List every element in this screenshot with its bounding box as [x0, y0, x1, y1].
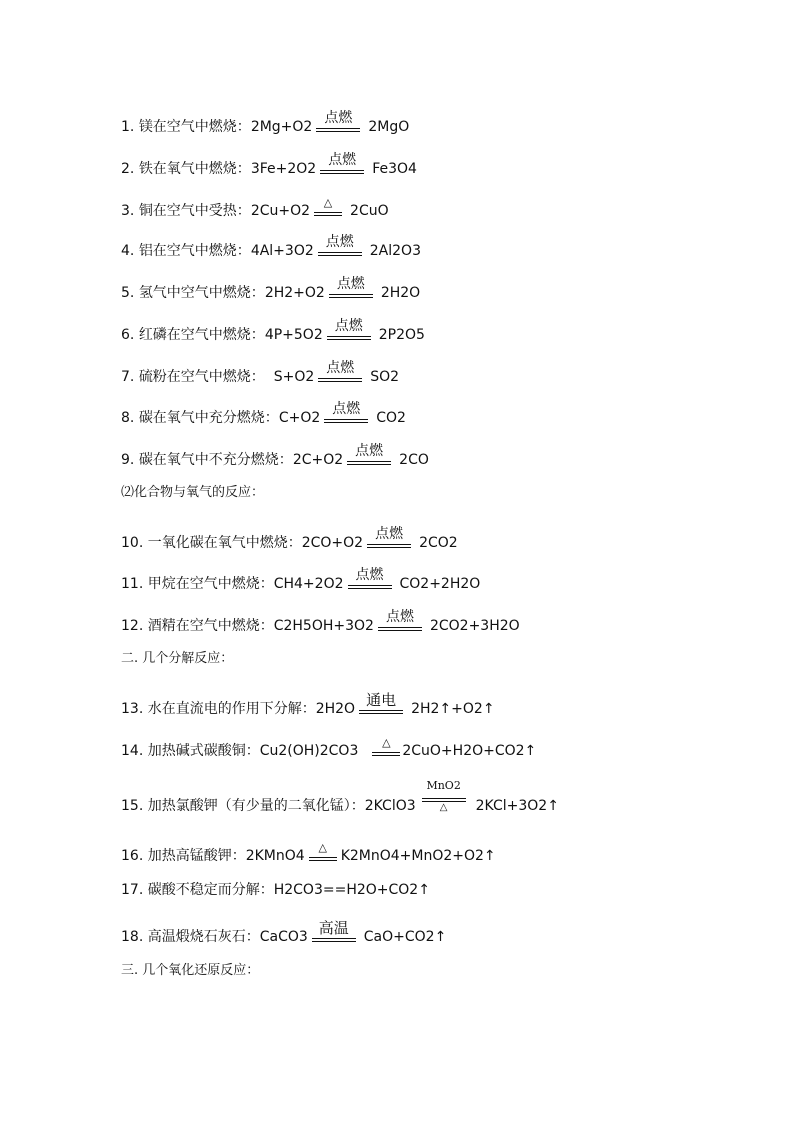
reaction-condition: 点燃 — [367, 522, 411, 552]
reaction-name: 甲烷在空气中燃烧： — [147, 576, 274, 592]
reaction-name: 镁在空气中燃烧： — [138, 119, 251, 135]
reaction-condition: 点燃 — [324, 397, 368, 427]
reaction-name: 酒精在空气中燃烧： — [147, 618, 274, 634]
reaction-name: 加热高锰酸钾： — [147, 848, 246, 864]
reaction-reactants: 2Cu+O2 — [250, 203, 311, 219]
reaction-reactants: 4Al+3O2 — [250, 243, 314, 259]
reaction-reactants: S+O2 — [273, 369, 315, 385]
section-heading: 二. 几个分解反应： — [121, 651, 234, 666]
reaction-name: 碳酸不稳定而分解： — [147, 882, 274, 898]
reaction-row — [121, 869, 754, 899]
reaction-number: 14. — [121, 743, 144, 759]
reaction-reactants: 2H2O — [315, 701, 356, 717]
reaction-products: 2CO — [399, 452, 429, 468]
reaction-products: 2H2O — [380, 285, 421, 301]
reaction-row — [121, 439, 754, 469]
reaction-row — [121, 148, 754, 178]
reaction-row — [121, 356, 754, 386]
reaction-name: 高温煅烧石灰石： — [147, 929, 260, 945]
reaction-equation: H2CO3==H2O+CO2↑ — [273, 882, 430, 898]
reaction-products: SO2 — [370, 369, 400, 385]
section-heading: 三. 几个氧化还原反应： — [121, 963, 260, 978]
reaction-number: 13. — [121, 701, 144, 717]
reaction-row — [121, 190, 754, 220]
reaction-number: 11. — [121, 576, 144, 592]
heat-icon: △ — [382, 736, 391, 749]
reaction-number: 16. — [121, 848, 144, 864]
reaction-condition: 通电 — [359, 688, 403, 718]
reaction-condition: 点燃 — [327, 314, 371, 344]
reaction-name: 氢气中空气中燃烧： — [138, 285, 265, 301]
reaction-number: 10. — [121, 535, 144, 551]
reaction-row — [121, 688, 754, 718]
reaction-products: 2H2↑+O2↑ — [411, 701, 495, 717]
reaction-reactants: C2H5OH+3O2 — [273, 618, 374, 634]
reaction-reactants: 2C+O2 — [292, 452, 344, 468]
reaction-row — [121, 522, 754, 552]
reaction-condition — [422, 775, 466, 815]
heat-icon: △ — [323, 196, 333, 209]
reaction-name: 碳在氧气中充分燃烧： — [138, 410, 279, 426]
reaction-row — [121, 563, 754, 593]
reaction-number: 15. — [121, 798, 144, 814]
reaction-row — [121, 230, 754, 260]
reaction-name: 水在直流电的作用下分解： — [147, 701, 316, 717]
reaction-row — [121, 775, 754, 815]
reaction-number: 1. — [121, 119, 135, 135]
reaction-products: 2P2O5 — [378, 327, 425, 343]
reaction-row — [121, 730, 754, 760]
reaction-products: K2MnO4+MnO2+O2↑ — [340, 848, 496, 864]
reaction-condition: 点燃 — [378, 605, 422, 635]
reaction-row — [121, 314, 754, 344]
reaction-products: Fe3O4 — [372, 161, 417, 177]
reaction-condition: 点燃 — [347, 439, 391, 469]
reaction-products: 2KCl+3O2↑ — [475, 798, 559, 814]
reaction-products: 2CO2+3H2O — [429, 618, 520, 634]
section-heading: ⑵化合物与氧气的反应： — [121, 485, 265, 500]
reaction-products: CO2+2H2O — [399, 576, 481, 592]
reaction-name: 加热氯酸钾（有少量的二氧化锰）： — [147, 798, 365, 814]
reaction-number: 12. — [121, 618, 144, 634]
reaction-row — [121, 605, 754, 635]
reaction-name: 铁在氧气中燃烧： — [138, 161, 251, 177]
reaction-number: 17. — [121, 882, 144, 898]
reaction-condition: 点燃 — [348, 563, 392, 593]
reaction-products: 2CuO+H2O+CO2↑ — [402, 743, 537, 759]
reaction-reactants: 2KMnO4 — [245, 848, 305, 864]
reaction-reactants: C+O2 — [278, 410, 321, 426]
reaction-reactants: 2Mg+O2 — [250, 119, 313, 135]
reaction-condition — [309, 835, 337, 865]
reaction-condition: 高温 — [312, 916, 356, 946]
reaction-condition — [314, 190, 342, 220]
reaction-condition: 点燃 — [316, 106, 360, 136]
reaction-reactants: 4P+5O2 — [264, 327, 323, 343]
reaction-row — [121, 835, 754, 865]
heat-icon: △ — [318, 841, 327, 854]
reaction-reactants: 2H2+O2 — [264, 285, 325, 301]
reaction-number: 6. — [121, 327, 135, 343]
reaction-reactants: 2CO+O2 — [301, 535, 364, 551]
reaction-name: 一氧化碳在氧气中燃烧： — [147, 535, 302, 551]
reaction-reactants: Cu2(OH)2CO3 — [259, 743, 359, 759]
reaction-name: 红磷在空气中燃烧： — [138, 327, 265, 343]
reaction-condition — [372, 730, 400, 760]
reaction-condition: 点燃 — [320, 148, 364, 178]
reaction-name: 铜在空气中受热： — [138, 203, 251, 219]
reaction-name: 加热碱式碳酸铜： — [147, 743, 260, 759]
reaction-reactants: 2KClO3 — [364, 798, 416, 814]
reaction-reactants: CaCO3 — [259, 929, 308, 945]
reaction-products: 2CO2 — [419, 535, 458, 551]
reaction-row — [121, 397, 754, 427]
reaction-number: 18. — [121, 929, 144, 945]
reaction-reactants: 3Fe+2O2 — [250, 161, 317, 177]
reaction-condition: 点燃 — [318, 230, 362, 260]
reaction-products: 2MgO — [368, 119, 410, 135]
reaction-name: 铝在空气中燃烧： — [138, 243, 251, 259]
reaction-number: 8. — [121, 410, 135, 426]
reaction-number: 3. — [121, 203, 135, 219]
reaction-condition: 点燃 — [318, 356, 362, 386]
reaction-products: 2CuO — [350, 203, 389, 219]
reaction-row — [121, 916, 754, 946]
reaction-number: 7. — [121, 369, 135, 385]
reaction-row — [121, 272, 754, 302]
reaction-products: 2Al2O3 — [369, 243, 421, 259]
reaction-condition: 点燃 — [329, 272, 373, 302]
heat-icon: △ — [439, 802, 448, 813]
reaction-reactants: CH4+2O2 — [273, 576, 344, 592]
reaction-number: 4. — [121, 243, 135, 259]
reaction-row — [121, 106, 754, 136]
reaction-number: 9. — [121, 452, 135, 468]
reaction-products: CaO+CO2↑ — [363, 929, 447, 945]
reaction-name: 硫粉在空气中燃烧： — [138, 369, 265, 385]
catalyst-label: MnO2 — [426, 779, 461, 792]
reaction-number: 5. — [121, 285, 135, 301]
reaction-name: 碳在氧气中不充分燃烧： — [138, 452, 293, 468]
reaction-number: 2. — [121, 161, 135, 177]
reaction-products: CO2 — [376, 410, 406, 426]
